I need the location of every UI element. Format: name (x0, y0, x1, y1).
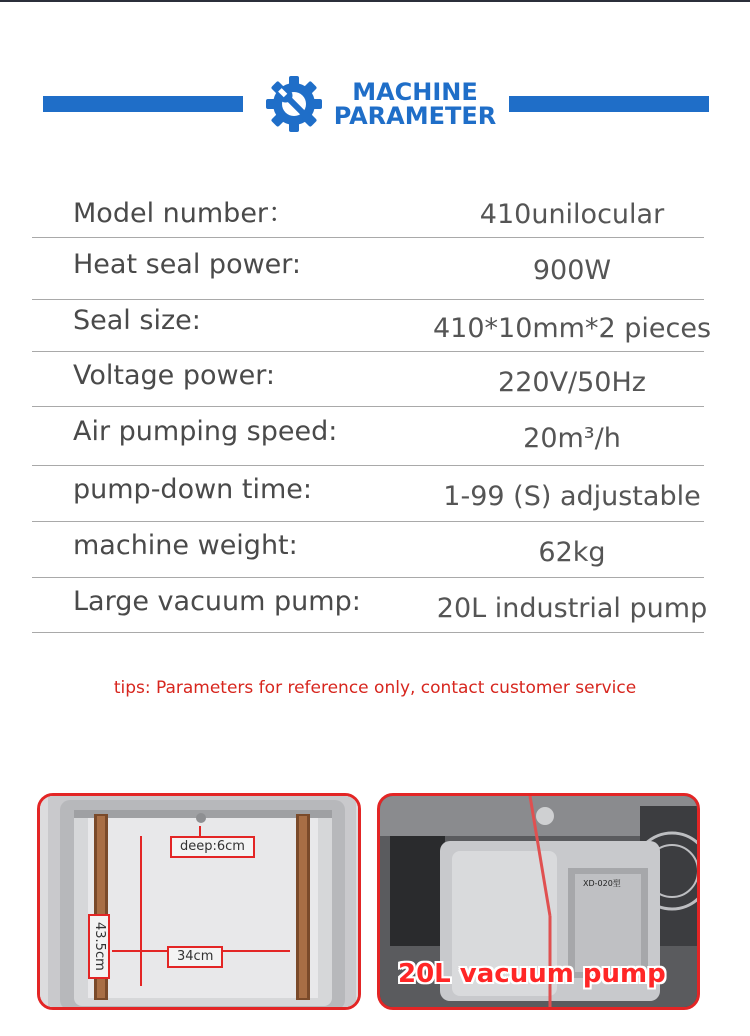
param-row (32, 238, 704, 300)
param-row (32, 522, 704, 578)
param-value: 410unilocular (479, 199, 665, 230)
section-title (330, 80, 500, 128)
param-label: Air pumping speed: (73, 416, 338, 447)
header-bar-right (509, 96, 709, 112)
param-label: machine weight: (73, 530, 298, 561)
param-value: 410*10mm*2 pieces (432, 313, 712, 344)
param-value: 20L industrial pump (436, 593, 708, 624)
chamber-photo (37, 793, 361, 1010)
param-row (32, 466, 704, 522)
param-value: 1-99 (S) adjustable (443, 481, 701, 512)
param-value: 900W (532, 255, 612, 286)
pump-plate-model: XD-020型 (583, 879, 621, 888)
parameter-table (32, 180, 712, 633)
param-label: Large vacuum pump: (73, 586, 361, 617)
title-line-1: MACHINE (352, 78, 478, 106)
pump-caption: 20L vacuum pump (398, 959, 666, 989)
param-row (32, 578, 708, 633)
depth-tag: deep:6cm (170, 836, 255, 858)
width-tag: 34cm (167, 946, 223, 968)
height-tag: 43.5cm (88, 914, 110, 979)
pump-photo (377, 793, 700, 1010)
param-value: 62kg (538, 537, 606, 568)
param-row (32, 352, 704, 407)
top-divider (0, 0, 750, 2)
param-label: Model number： (73, 198, 296, 229)
param-label: Heat seal power: (73, 249, 302, 280)
param-value: 220V/50Hz (498, 367, 646, 398)
param-row (32, 407, 704, 466)
gear-wrench-icon (262, 72, 326, 136)
param-label: pump-down time: (73, 474, 312, 505)
tips-note: tips: Parameters for reference only, contact customer service (113, 678, 637, 698)
param-label: Seal size: (73, 305, 201, 336)
header-bar-left (43, 96, 243, 112)
param-row (32, 300, 712, 352)
param-label: Voltage power: (73, 360, 275, 391)
param-value: 20m³/h (523, 423, 621, 454)
param-row (32, 180, 704, 238)
title-line-2: PARAMETER (333, 102, 497, 130)
